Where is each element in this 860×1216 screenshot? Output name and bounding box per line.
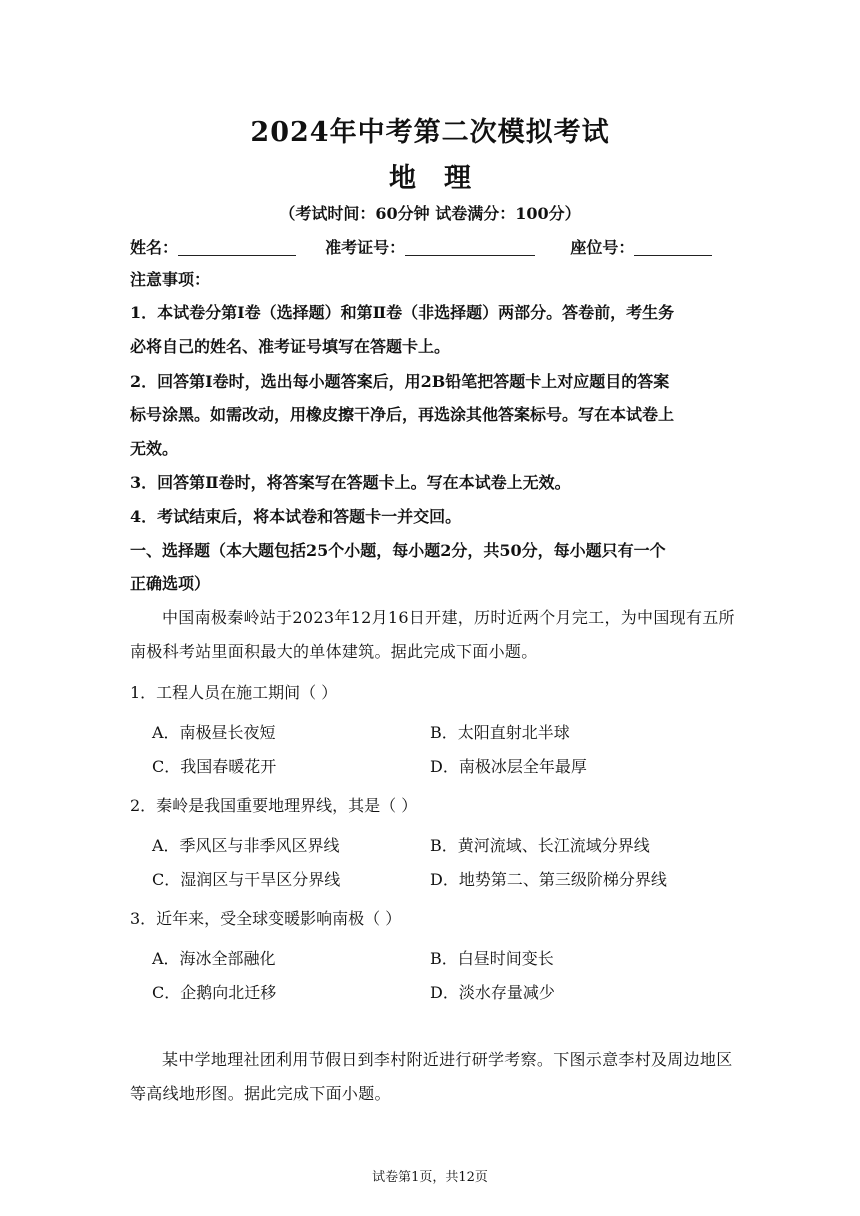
passage-2: 某中学地理社团利用节假日到李村附近进行研学考察。下图示意李村及周边地区等高线地形图。据此完成下面小题。 bbox=[130, 1050, 733, 1103]
question-1-option-c[interactable]: C．我国春暖花开 bbox=[152, 757, 277, 776]
section-1-heading-line-1: 一、选择题（本大题包括25个小题，每小题2分，共50分，每小题只有一个 bbox=[130, 541, 666, 560]
candidate-info-row bbox=[130, 235, 734, 258]
notice-item-3: 3．回答第Ⅱ卷时，将答案写在答题卡上。写在本试卷上无效。 bbox=[130, 473, 571, 492]
question-1-stem: 1．工程人员在施工期间（ ） bbox=[130, 683, 338, 702]
notice-item-1-line-1: 1．本试卷分第Ⅰ卷（选择题）和第Ⅱ卷（非选择题）两部分。答卷前，考生务 bbox=[130, 303, 675, 322]
name-blank[interactable] bbox=[178, 239, 296, 256]
id-blank[interactable] bbox=[405, 239, 535, 256]
question-3-option-b[interactable]: B．白昼时间变长 bbox=[430, 949, 554, 968]
question-3-option-c[interactable]: C．企鹅向北迁移 bbox=[152, 983, 277, 1002]
exam-title: 2024年中考第二次模拟考试 bbox=[250, 117, 610, 148]
subject-title bbox=[0, 156, 860, 195]
notice-item-2-line-1: 2．回答第Ⅰ卷时，选出每小题答案后，用2B铅笔把答题卡上对应题目的答案 bbox=[130, 372, 670, 391]
notice-item-2-line-2: 标号涂黑。如需改动，用橡皮擦干净后，再选涂其他答案标号。写在本试卷上 bbox=[130, 405, 675, 424]
question-2-option-d[interactable]: D．地势第二、第三级阶梯分界线 bbox=[430, 870, 667, 889]
id-label: 准考证号： bbox=[325, 238, 406, 257]
notice-item-1-line-2: 必将自己的姓名、准考证号填写在答题卡上。 bbox=[130, 337, 451, 356]
subject-char-1: 地 bbox=[389, 163, 416, 194]
seat-label: 座位号： bbox=[570, 238, 635, 257]
notice-heading: 注意事项： bbox=[130, 270, 211, 289]
section-1-heading-line-2: 正确选项） bbox=[130, 574, 211, 593]
page-footer: 试卷第1页，共12页 bbox=[372, 1170, 488, 1185]
question-3-stem: 3．近年来，受全球变暖影响南极（ ） bbox=[130, 909, 402, 928]
question-2-option-c[interactable]: C．湿润区与干旱区分界线 bbox=[152, 870, 341, 889]
question-3-option-d[interactable]: D．淡水存量减少 bbox=[430, 983, 555, 1002]
question-1-option-d[interactable]: D．南极冰层全年最厚 bbox=[430, 757, 587, 776]
exam-info: （考试时间：60分钟 试卷满分：100分） bbox=[279, 204, 581, 223]
notice-item-4: 4．考试结束后，将本试卷和答题卡一并交回。 bbox=[130, 507, 462, 526]
question-3-option-a[interactable]: A．海冰全部融化 bbox=[152, 949, 276, 968]
question-1-option-a[interactable]: A．南极昼长夜短 bbox=[152, 723, 276, 742]
question-2-stem: 2．秦岭是我国重要地理界线，其是（ ） bbox=[130, 796, 418, 815]
subject-char-2: 理 bbox=[444, 163, 471, 194]
passage-1: 中国南极秦岭站于2023年12月16日开建，历时近两个月完工，为中国现有五所南极科考站里面积最大的单体建筑。据此完成下面小题。 bbox=[130, 608, 735, 661]
notice-item-2-line-3: 无效。 bbox=[130, 439, 179, 458]
seat-blank[interactable] bbox=[634, 239, 712, 256]
question-2-option-b[interactable]: B．黄河流域、长江流域分界线 bbox=[430, 836, 650, 855]
name-label: 姓名： bbox=[130, 238, 179, 257]
question-1-option-b[interactable]: B．太阳直射北半球 bbox=[430, 723, 570, 742]
question-2-option-a[interactable]: A．季风区与非季风区界线 bbox=[152, 836, 340, 855]
